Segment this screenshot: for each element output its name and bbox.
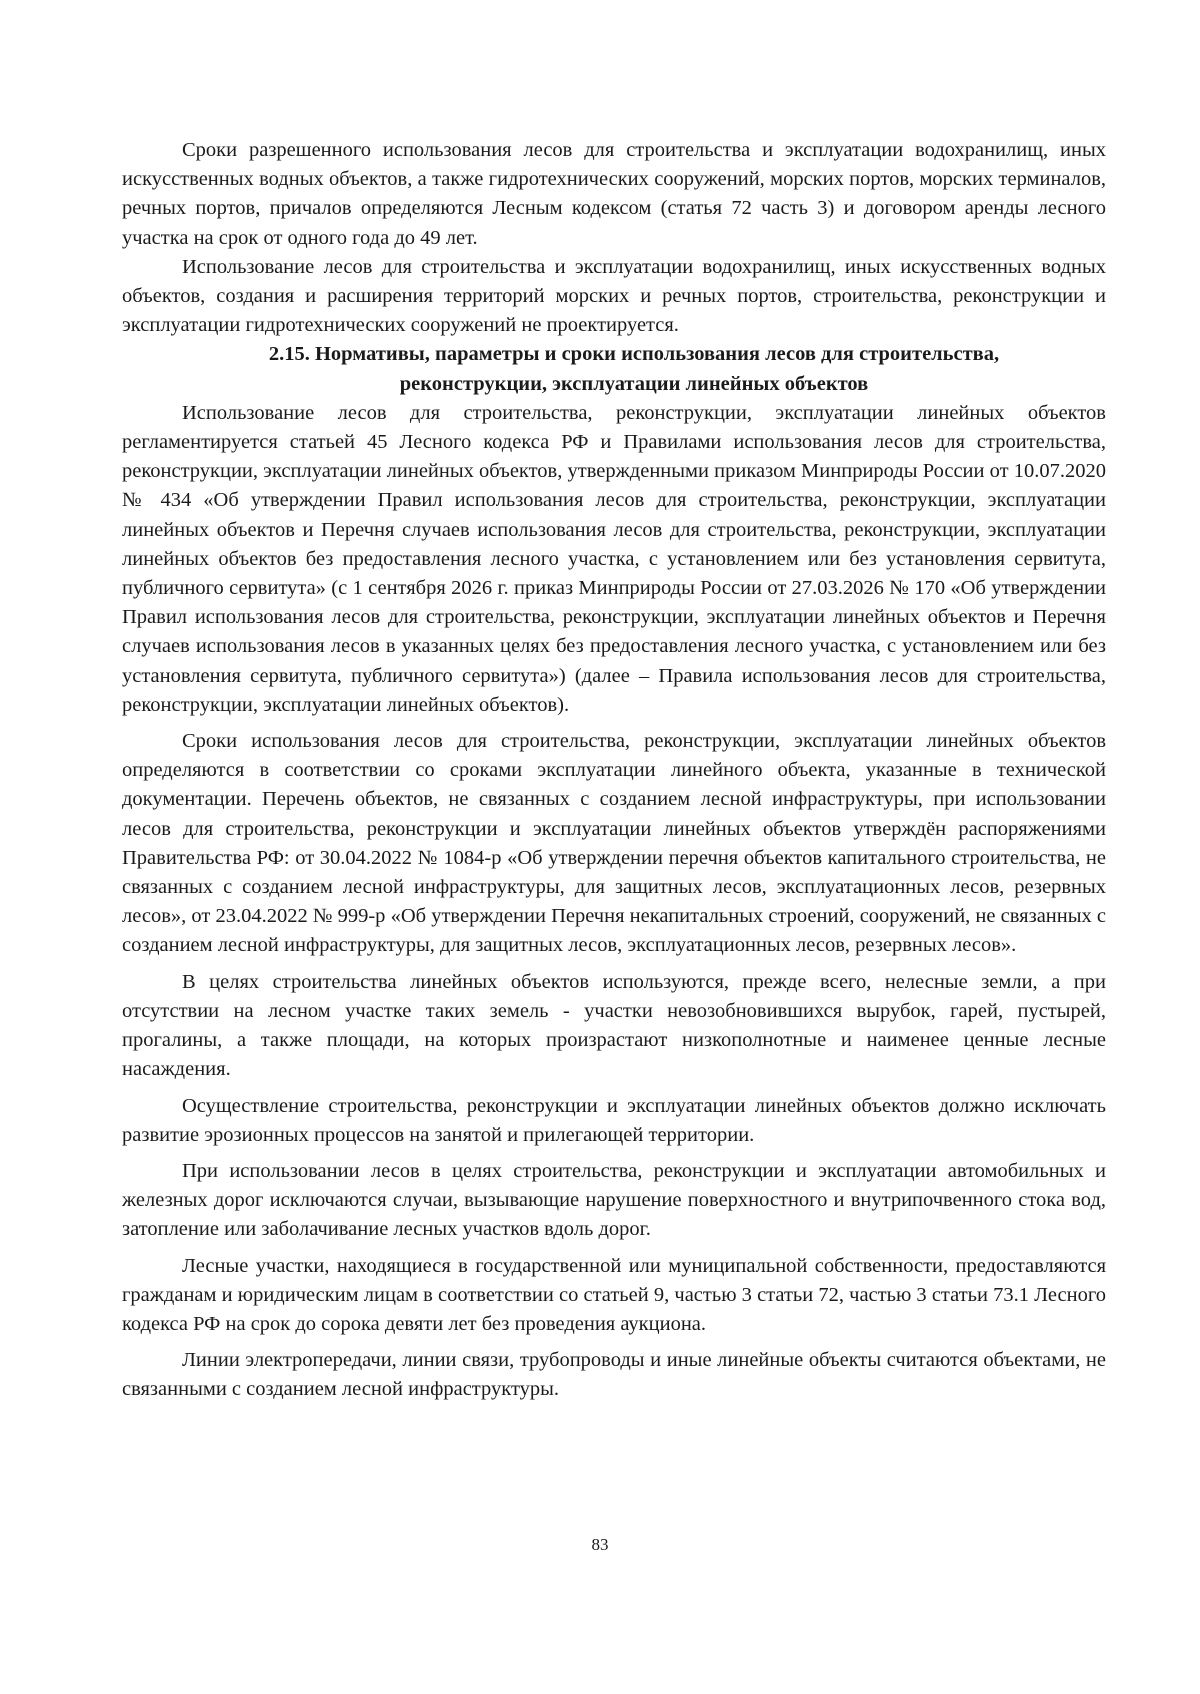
section-heading-line: реконструкции, эксплуатации линейных объектов bbox=[399, 372, 869, 395]
paragraph: При использовании лесов в целях строительства, реконструкции и эксплуатации автомобильных и железных дорог исключаются случаи, вызывающие нарушение поверхностного и внутрипочвенного стока вод, затопление или заболачивание лесных участков вдоль дорог. bbox=[122, 1159, 1106, 1241]
section-heading-line: 2.15. Нормативы, параметры и сроки использования лесов для строительства, bbox=[268, 343, 1000, 366]
section-heading bbox=[122, 340, 1106, 398]
paragraph: Использование лесов для строительства, реконструкции, эксплуатации линейных объектов регламентируется статьей 45 Лесного кодекса РФ и Правилами использования лесов для строительства, реконструкции, эксплуатации линейных объектов, утвержденными приказом Минприроды России от 10.07.2020 № 434 «Об утверждении Правил использования лесов для строительства, реконструкции, эксплуатации линейных объектов и Перечня случаев использования лесов для строительства, реконструкции, эксплуатации линейных объектов без предоставления лесного участка, с установлением или без установления сервитута, публичного сервитута» (с 1 сентября 2026 г. приказ Минприроды России от 27.03.2026 № 170 «Об утверждении Правил использования лесов для строительства, реконструкции, эксплуатации линейных объектов и Перечня случаев использования лесов в указанных целях без предоставления лесного участка, с установлением или без установления сервитута, публичного сервитута») (далее – Правила использования лесов для строительства, реконструкции, эксплуатации линейных объектов). bbox=[122, 401, 1106, 716]
paragraph: Сроки использования лесов для строительства, реконструкции, эксплуатации линейных объектов определяются в соответствии со сроками эксплуатации линейного объекта, указанные в технической документации. Перечень объектов, не связанных с созданием лесной инфраструктуры, при использовании лесов для строительства, реконструкции и эксплуатации линейных объектов утверждён распоряжениями Правительства РФ: от 30.04.2022 № 1084-р «Об утверждении перечня объектов капитального строительства, не связанных с созданием лесной инфраструктуры, для защитных лесов, эксплуатационных лесов, резервных лесов», от 23.04.2022 № 999-р «Об утверждении Перечня некапитальных строений, сооружений, не связанных с созданием лесной инфраструктуры, для защитных лесов, эксплуатационных лесов, резервных лесов». bbox=[122, 730, 1106, 957]
page-number: 83 bbox=[591, 1535, 609, 1554]
paragraph: Линии электропередачи, линии связи, трубопроводы и иные линейные объекты считаются объектами, не связанными с созданием лесной инфраструктуры. bbox=[122, 1349, 1106, 1401]
paragraph: Лесные участки, находящиеся в государственной или муниципальной собственности, предоставляются гражданам и юридическим лицам в соответствии со статьей 9, частью 3 статьи 72, частью 3 статьи 73.1 Лесного кодекса РФ на срок до сорока девяти лет без проведения аукциона. bbox=[122, 1254, 1106, 1335]
paragraph: Осуществление строительства, реконструкции и эксплуатации линейных объектов должно исключать развитие эрозионных процессов на занятой и прилегающей территории. bbox=[122, 1094, 1106, 1146]
paragraph: Использование лесов для строительства и эксплуатации водохранилищ, иных искусственных водных объектов, создания и расширения территорий морских и речных портов, строительства, реконструкции и эксплуатации гидротехнических сооружений не проектируется. bbox=[122, 255, 1106, 337]
paragraph: В целях строительства линейных объектов используются, прежде всего, нелесные земли, а при отсутствии на лесном участке таких земель - участки невозобновившихся вырубок, гарей, пустырей, прогалины, а также площади, на которых произрастают низкополнотные и наименее ценные лесные насаждения. bbox=[122, 970, 1106, 1081]
page-content bbox=[122, 136, 1106, 1405]
paragraph: Сроки разрешенного использования лесов для строительства и эксплуатации водохранилищ, иных искусственных водных объектов, а также гидротехнических сооружений, морских портов, морских терминалов, речных портов, причалов определяются Лесным кодексом (статья 72 часть 3) и договором аренды лесного участка на срок от одного года до 49 лет. bbox=[122, 139, 1106, 249]
